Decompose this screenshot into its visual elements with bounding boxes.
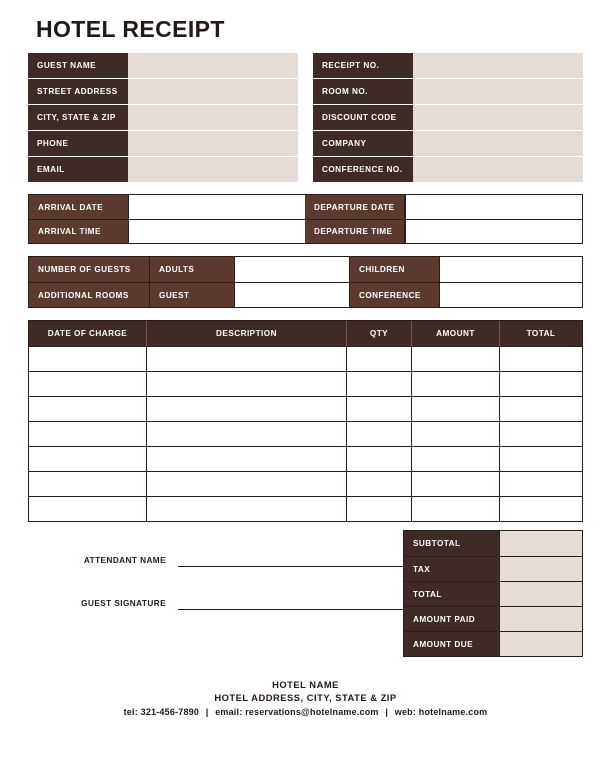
field-input-guest-name[interactable] bbox=[128, 53, 298, 78]
cell-description[interactable] bbox=[146, 397, 346, 421]
cell-description[interactable] bbox=[146, 422, 346, 446]
column-gap bbox=[298, 79, 313, 104]
bottom-region bbox=[28, 530, 583, 657]
field-label-number-of-guests: NUMBER OF GUESTS bbox=[29, 257, 149, 282]
guest-signature-input[interactable] bbox=[178, 595, 403, 610]
cell-description[interactable] bbox=[146, 447, 346, 471]
footer-hotel-address: HOTEL ADDRESS, CITY, STATE & ZIP bbox=[214, 692, 397, 704]
field-label-arrival-date: ARRIVAL DATE bbox=[29, 195, 129, 219]
occupancy-row bbox=[29, 257, 582, 282]
field-label-additional-rooms: ADDITIONAL ROOMS bbox=[29, 283, 149, 307]
cell-date[interactable] bbox=[29, 372, 146, 396]
cell-total[interactable] bbox=[499, 472, 582, 496]
totals-label-subtotal: SUBTOTAL bbox=[404, 531, 500, 556]
footer-web: web: hotelname.com bbox=[394, 706, 488, 717]
column-gap bbox=[298, 131, 313, 156]
cell-amount[interactable] bbox=[411, 422, 499, 446]
field-label-arrival-time: ARRIVAL TIME bbox=[29, 220, 129, 243]
column-header-description: DESCRIPTION bbox=[146, 321, 346, 346]
cell-date[interactable] bbox=[29, 422, 146, 446]
field-input-street-address[interactable] bbox=[128, 79, 298, 104]
cell-qty[interactable] bbox=[346, 372, 411, 396]
form-row bbox=[28, 105, 583, 130]
totals-label-amount-due: AMOUNT DUE bbox=[404, 632, 500, 656]
field-label-email: EMAIL bbox=[28, 157, 128, 182]
cell-total[interactable] bbox=[499, 422, 582, 446]
field-label-departure-date: DEPARTURE DATE bbox=[305, 195, 405, 219]
field-label-phone: PHONE bbox=[28, 131, 128, 156]
totals-input-total[interactable] bbox=[500, 582, 582, 606]
cell-amount[interactable] bbox=[411, 397, 499, 421]
cell-date[interactable] bbox=[29, 347, 146, 371]
field-label-children: CHILDREN bbox=[349, 257, 439, 282]
field-input-phone[interactable] bbox=[128, 131, 298, 156]
table-row bbox=[29, 371, 582, 396]
field-label-guest-name: GUEST NAME bbox=[28, 53, 128, 78]
attendant-name-input[interactable] bbox=[178, 552, 403, 567]
cell-amount[interactable] bbox=[411, 447, 499, 471]
charges-table bbox=[28, 320, 583, 522]
footer-separator: | bbox=[385, 706, 389, 717]
field-label-departure-time: DEPARTURE TIME bbox=[305, 220, 405, 243]
field-input-guest-rooms[interactable] bbox=[234, 283, 349, 307]
field-input-discount-code[interactable] bbox=[413, 105, 583, 130]
cell-amount[interactable] bbox=[411, 372, 499, 396]
column-header-date-of-charge: DATE OF CHARGE bbox=[47, 329, 128, 338]
table-row bbox=[29, 471, 582, 496]
column-gap bbox=[298, 105, 313, 130]
totals-input-amount-due[interactable] bbox=[500, 632, 582, 656]
signature-label-attendant-name: ATTENDANT NAME bbox=[83, 556, 166, 565]
cell-description[interactable] bbox=[146, 347, 346, 371]
field-label-adults: ADULTS bbox=[149, 257, 234, 282]
field-input-conference-no[interactable] bbox=[413, 157, 583, 182]
field-label-discount-code: DISCOUNT CODE bbox=[313, 105, 413, 130]
cell-amount[interactable] bbox=[411, 347, 499, 371]
cell-date[interactable] bbox=[29, 397, 146, 421]
form-row bbox=[28, 79, 583, 104]
stay-row bbox=[29, 219, 582, 243]
field-input-company[interactable] bbox=[413, 131, 583, 156]
cell-description[interactable] bbox=[146, 372, 346, 396]
field-label-receipt-no: RECEIPT NO. bbox=[313, 53, 413, 78]
field-input-city-state-zip[interactable] bbox=[128, 105, 298, 130]
stay-dates-section bbox=[28, 194, 583, 244]
signature-area bbox=[28, 530, 403, 657]
charges-header-row bbox=[29, 321, 582, 346]
field-input-email[interactable] bbox=[128, 157, 298, 182]
footer-separator: | bbox=[205, 706, 209, 717]
field-label-city-state-zip: CITY, STATE & ZIP bbox=[28, 105, 128, 130]
form-row bbox=[28, 53, 583, 78]
field-input-arrival-date[interactable] bbox=[129, 195, 305, 219]
field-label-conference: CONFERENCE bbox=[349, 283, 439, 307]
signature-label-guest-signature: GUEST SIGNATURE bbox=[81, 599, 166, 608]
table-row bbox=[29, 396, 582, 421]
totals-label-total: TOTAL bbox=[404, 582, 500, 606]
cell-amount[interactable] bbox=[411, 497, 499, 521]
cell-date[interactable] bbox=[29, 447, 146, 471]
totals-label-tax: TAX bbox=[404, 557, 500, 581]
footer-tel: tel: 321-456-7890 bbox=[123, 706, 200, 717]
guest-information-section bbox=[28, 53, 583, 182]
totals-input-tax[interactable] bbox=[500, 557, 582, 581]
cell-date[interactable] bbox=[29, 472, 146, 496]
cell-qty[interactable] bbox=[346, 447, 411, 471]
column-header-qty: QTY bbox=[346, 321, 411, 346]
field-input-departure-date[interactable] bbox=[405, 195, 582, 219]
table-row bbox=[29, 446, 582, 471]
occupancy-section bbox=[28, 256, 583, 308]
field-input-adults[interactable] bbox=[234, 257, 349, 282]
cell-description[interactable] bbox=[146, 497, 346, 521]
totals-input-amount-paid[interactable] bbox=[500, 607, 582, 631]
stay-row bbox=[29, 195, 582, 219]
totals-row bbox=[404, 631, 582, 656]
totals-row bbox=[404, 606, 582, 631]
column-header-total: TOTAL bbox=[499, 321, 582, 346]
totals-label-amount-paid: AMOUNT PAID bbox=[404, 607, 500, 631]
cell-qty[interactable] bbox=[346, 347, 411, 371]
table-row bbox=[29, 346, 582, 371]
footer bbox=[0, 678, 611, 719]
totals-row bbox=[404, 556, 582, 581]
column-header-amount: AMOUNT bbox=[411, 321, 499, 346]
field-input-children[interactable] bbox=[439, 257, 582, 282]
cell-description[interactable] bbox=[146, 472, 346, 496]
cell-total[interactable] bbox=[499, 372, 582, 396]
guest-signature-line bbox=[28, 595, 403, 610]
cell-total[interactable] bbox=[499, 497, 582, 521]
cell-date[interactable] bbox=[29, 497, 146, 521]
field-input-receipt-no[interactable] bbox=[413, 53, 583, 78]
cell-total[interactable] bbox=[499, 347, 582, 371]
column-gap bbox=[298, 53, 313, 78]
cell-qty[interactable] bbox=[346, 397, 411, 421]
page-title: HOTEL RECEIPT bbox=[36, 16, 225, 42]
column-gap bbox=[298, 157, 313, 182]
footer-contact-line bbox=[0, 706, 611, 719]
footer-email: email: reservations@hotelname.com bbox=[215, 706, 379, 717]
field-input-arrival-time[interactable] bbox=[129, 220, 305, 243]
field-input-room-no[interactable] bbox=[413, 79, 583, 104]
cell-total[interactable] bbox=[499, 447, 582, 471]
cell-total[interactable] bbox=[499, 397, 582, 421]
cell-qty[interactable] bbox=[346, 497, 411, 521]
occupancy-row bbox=[29, 282, 582, 307]
totals-row bbox=[404, 531, 582, 556]
form-row bbox=[28, 131, 583, 156]
field-label-company: COMPANY bbox=[313, 131, 413, 156]
field-label-room-no: ROOM NO. bbox=[313, 79, 413, 104]
footer-hotel-name: HOTEL NAME bbox=[272, 678, 339, 690]
totals-input-subtotal[interactable] bbox=[500, 531, 582, 556]
totals-row bbox=[404, 581, 582, 606]
field-label-conference-no: CONFERENCE NO. bbox=[313, 157, 413, 182]
field-input-conference-rooms[interactable] bbox=[439, 283, 582, 307]
field-label-street-address: STREET ADDRESS bbox=[28, 79, 128, 104]
cell-qty[interactable] bbox=[346, 422, 411, 446]
table-row bbox=[29, 496, 582, 521]
totals-table bbox=[403, 530, 583, 657]
table-row bbox=[29, 421, 582, 446]
cell-qty[interactable] bbox=[346, 472, 411, 496]
attendant-name-line bbox=[28, 552, 403, 567]
cell-amount[interactable] bbox=[411, 472, 499, 496]
field-label-guest: GUEST bbox=[149, 283, 234, 307]
field-input-departure-time[interactable] bbox=[405, 220, 582, 243]
form-row bbox=[28, 157, 583, 182]
